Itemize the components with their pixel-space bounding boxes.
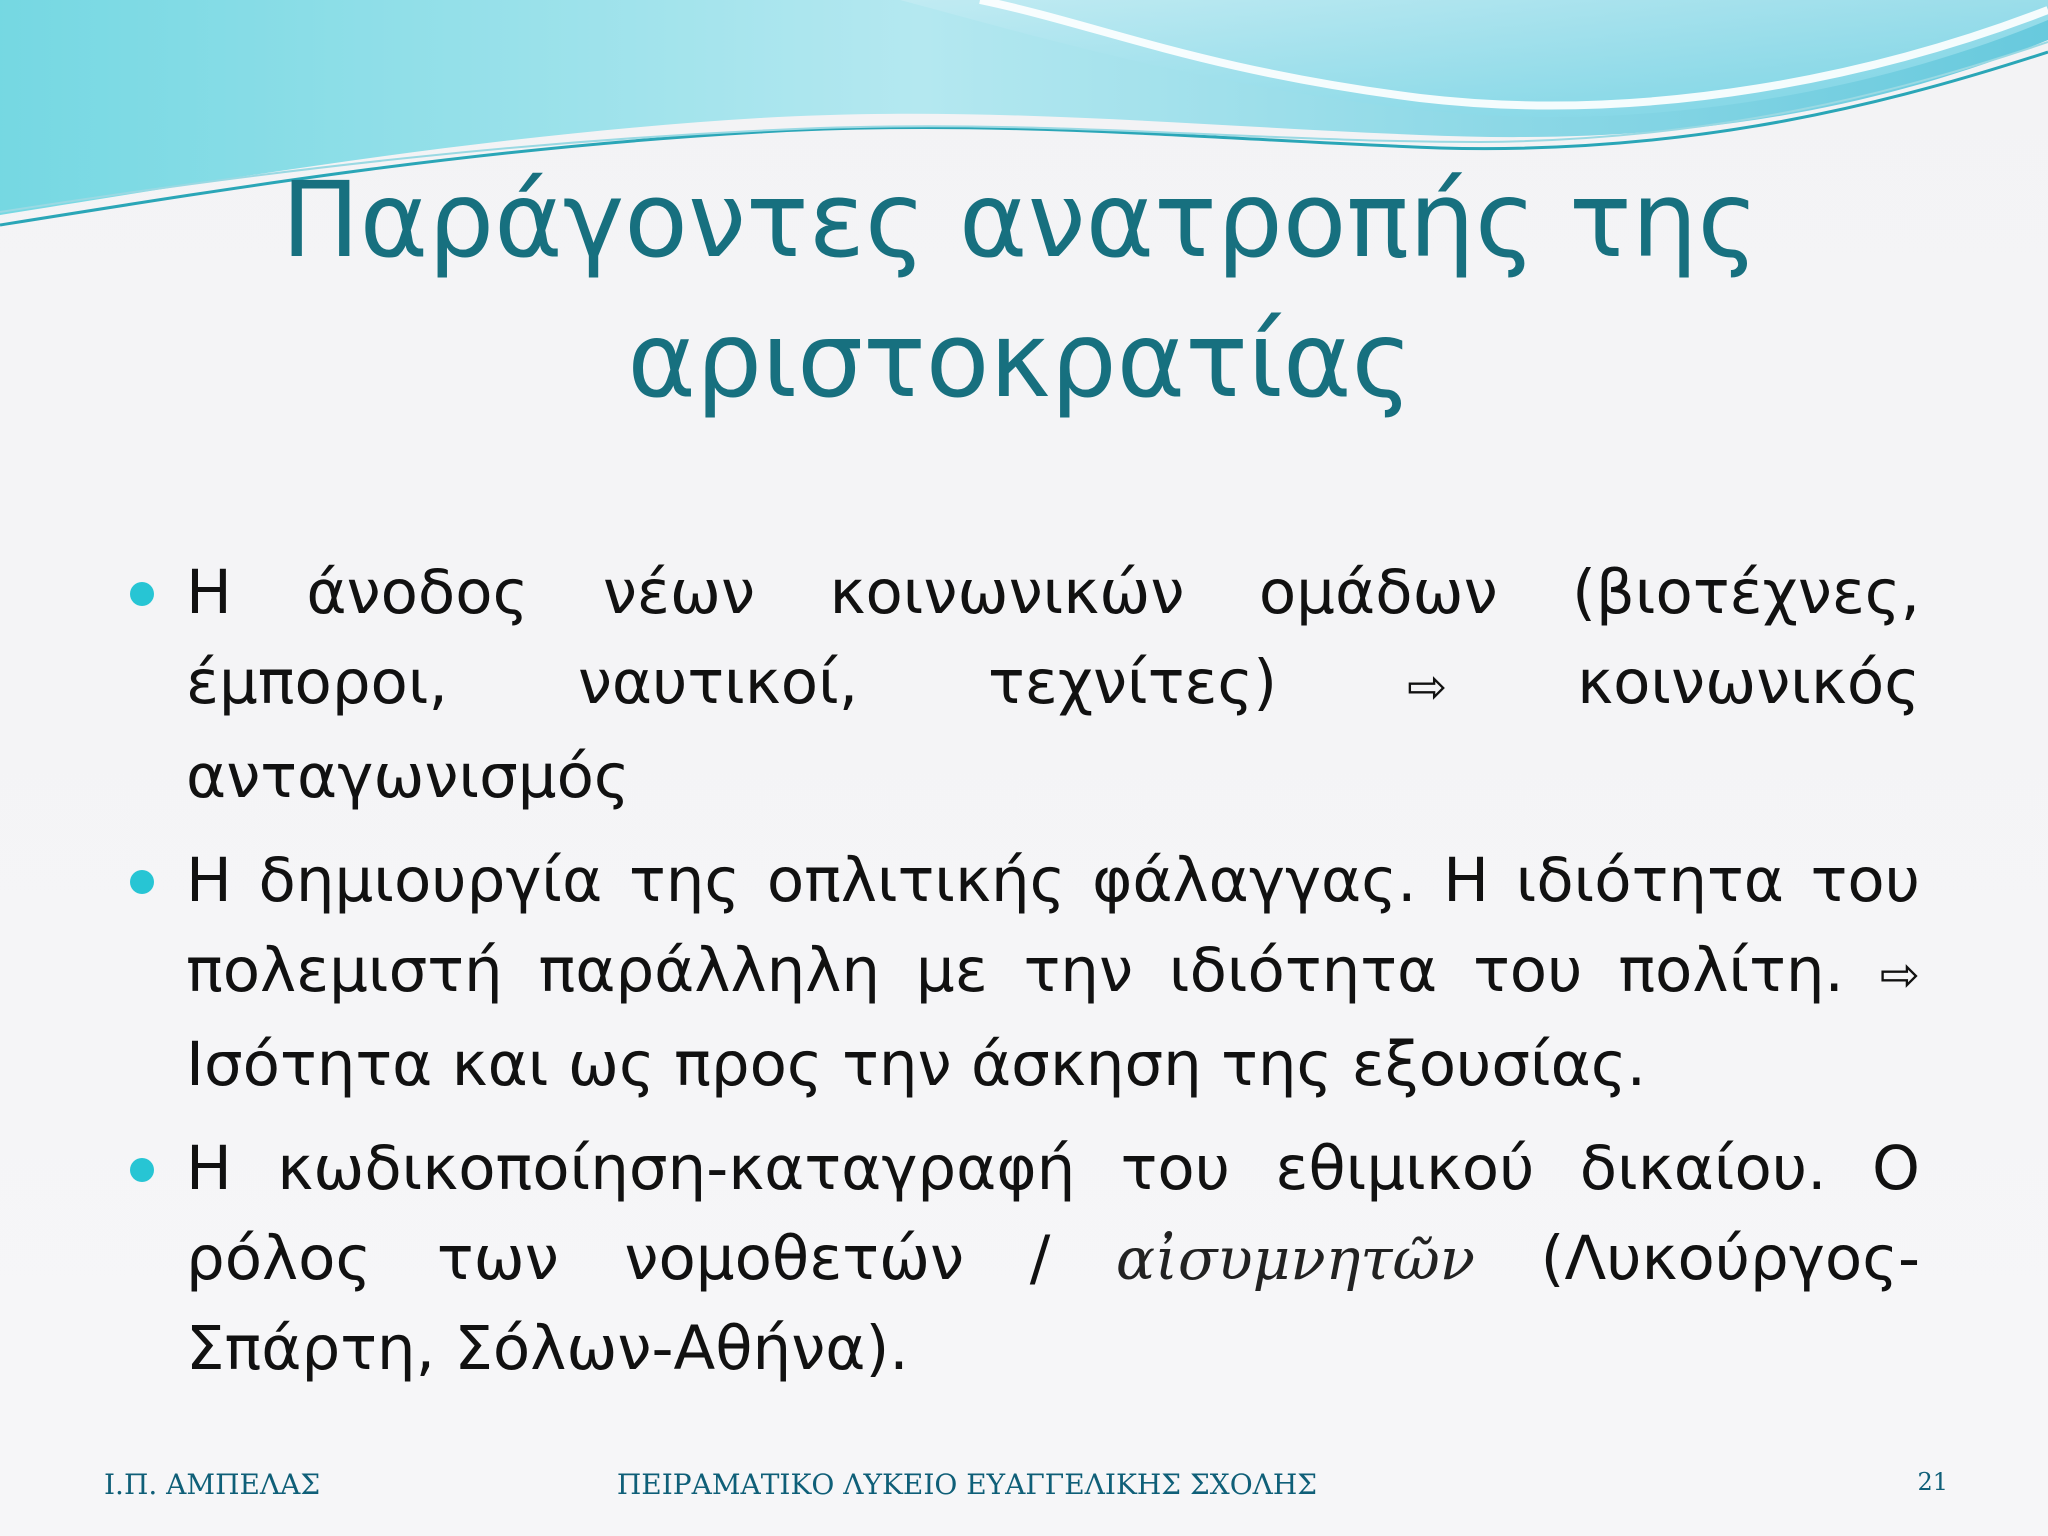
bullet-3-text: Η κωδικοποίηση-καταγραφή του εθιμικού δικαίου. Ο ρόλος των νομοθετών / xyxy=(186,1133,1920,1294)
bullet-item-2 xyxy=(130,836,1920,1110)
bullet-1-text-2: κοινωνικός ανταγωνισμός xyxy=(186,647,1920,812)
slide-number: 21 xyxy=(1917,1468,1948,1496)
title-line-2: αριστοκρατίας xyxy=(627,299,1413,421)
footer-author: Ι.Π. ΑΜΠΕΛΑΣ xyxy=(104,1468,321,1501)
bullet-2-text-2: Ισότητα και ως προς την άσκηση της εξουσίας. xyxy=(186,1029,1647,1100)
bullet-item-1 xyxy=(130,548,1920,822)
bullet-dot-icon xyxy=(130,582,154,606)
bullet-dot-icon xyxy=(130,1158,154,1182)
right-arrow-icon: ⇨ xyxy=(1879,947,1921,1003)
bullet-dot-icon xyxy=(130,870,154,894)
slide-title xyxy=(260,150,1780,430)
title-line-1: Παράγοντες ανατροπής της xyxy=(281,159,1759,281)
bullet-3-text-2: (Λυκούργος-Σπάρτη, Σόλων-Αθήνα). xyxy=(186,1223,1921,1384)
bullet-list xyxy=(130,548,1920,1408)
bullet-3-italic-term: αἰσυμνητῶν xyxy=(1115,1225,1476,1293)
bullet-1-text: Η άνοδος νέων κοινωνικών ομάδων (βιοτέχνες, έμποροι, ναυτικοί, τεχνίτες) xyxy=(186,557,1920,718)
bullet-2-text: Η δημιουργία της οπλιτικής φάλαγγας. Η ιδιότητα του πολεμιστή παράλληλη με την ιδιότητα του πολίτη. xyxy=(186,845,1920,1006)
footer-school: ΠΕΙΡΑΜΑΤΙΚΟ ΛΥΚΕΙΟ ΕΥΑΓΓΕΛΙΚΗΣ ΣΧΟΛΗΣ xyxy=(616,1468,1318,1501)
right-arrow-icon: ⇨ xyxy=(1406,659,1448,715)
bullet-item-3 xyxy=(130,1124,1920,1394)
